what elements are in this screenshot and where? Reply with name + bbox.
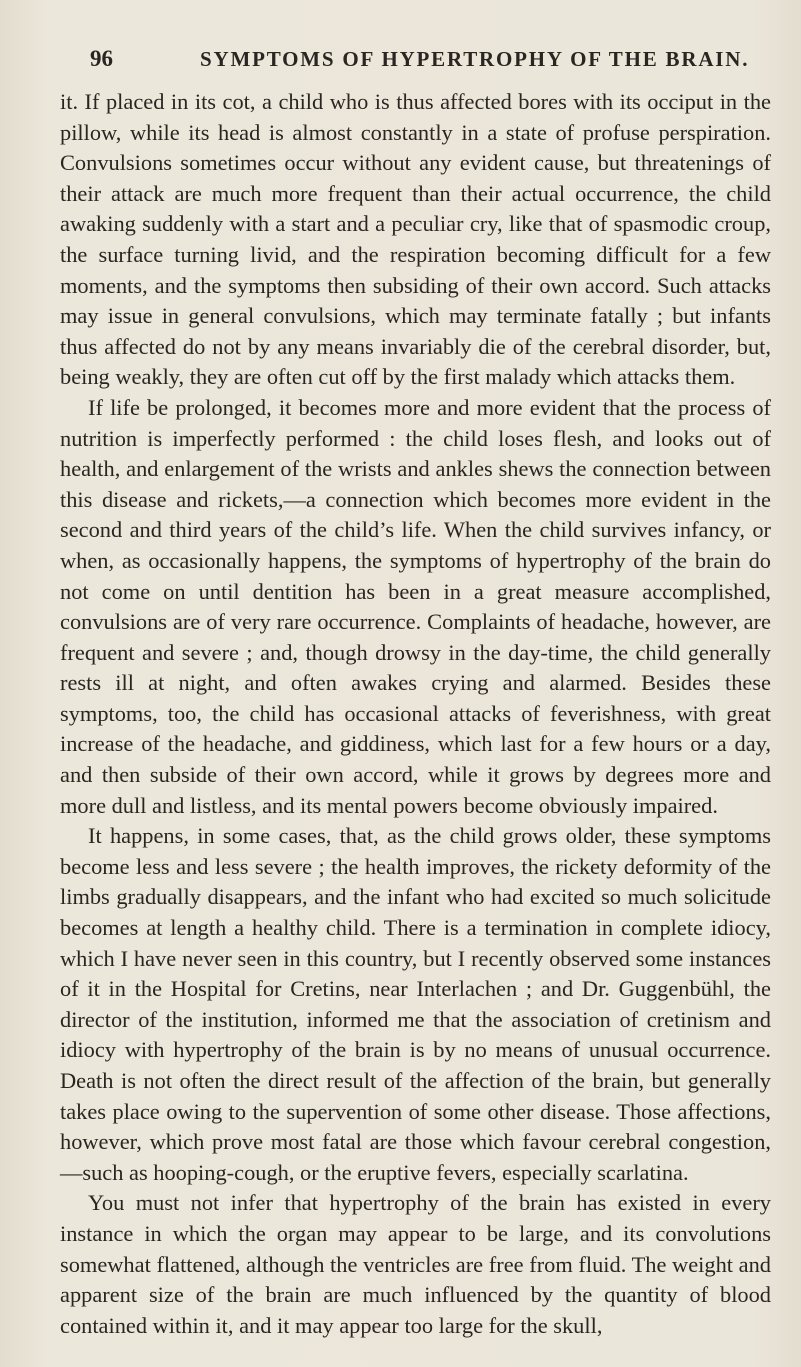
paragraph: It happens, in some cases, that, as the child grows older, these symptoms become less and less severe ; the health improves, the rickety deformity of the limbs gradually disappears, and the infant who had excited so much solicitude becomes at length a healthy child. There is a termination in complete idiocy, which I have never seen in this country, but I recently observed some instances of it in the Hospital for Cretins, near Interlachen ; and Dr. Guggenbühl, the director of the institution, informed me that the association of cretinism and idiocy with hypertrophy of the brain is by no means of unusual occurrence. Death is not often the direct result of the affection of the brain, but generally takes place owing to the supervention of some other disease. Those affections, however, which prove most fatal are those which favour cerebral congestion,—such as hooping-cough, or the eruptive fevers, especially scarlatina. [60,823,771,1185]
body-text [60,87,771,1341]
paragraph: it. If placed in its cot, a child who is thus affected bores with its occiput in the pillow, while its head is almost constantly in a state of profuse perspiration. Convulsions sometimes occur without any evident cause, but threatenings of their attack are much more frequent than their actual occurrence, the child awaking suddenly with a start and a peculiar cry, like that of spasmodic croup, the surface turning livid, and the respiration becoming difficult for a few moments, and the symptoms then subsiding of their own accord. Such attacks may issue in general convulsions, which may terminate fatally ; but infants thus affected do not by any means invariably die of the cerebral disorder, but, being weakly, they are often cut off by the first malady which attacks them. [60,89,771,390]
page-number: 96 [90,46,113,71]
paragraph: If life be prolonged, it becomes more and more evident that the process of nutrition is imperfectly performed : the child loses flesh, and looks out of health, and enlargement of the wrists and ankles shews the connection between this disease and rickets,—a connection which becomes more evident in the second and third years of the child’s life. When the child survives infancy, or when, as occasionally happens, the symptoms of hypertrophy of the brain do not come on until dentition has been in a great measure accomplished, convulsions are of very rare occurrence. Complaints of headache, however, are frequent and severe ; and, though drowsy in the day-time, the child generally rests ill at night, and often awakes crying and alarmed. Besides these symptoms, too, the child has occasional attacks of feverishness, with great increase of the headache, and giddiness, which last for a few hours or a day, and then subside of their own accord, while it grows by degrees more and more dull and listless, and its mental powers become obviously impaired. [60,394,771,818]
running-title: SYMPTOMS OF HYPERTROPHY OF THE BRAIN. [200,47,750,71]
page-header [90,46,771,86]
paragraph: You must not infer that hypertrophy of the brain has existed in every instance in which the organ may appear to be large, and its convolutions somewhat flattened, although the ventricles are free from fluid. The weight and apparent size of the brain are much influenced by the quantity of blood contained within it, and it may appear too large for the skull, [60,1190,771,1338]
